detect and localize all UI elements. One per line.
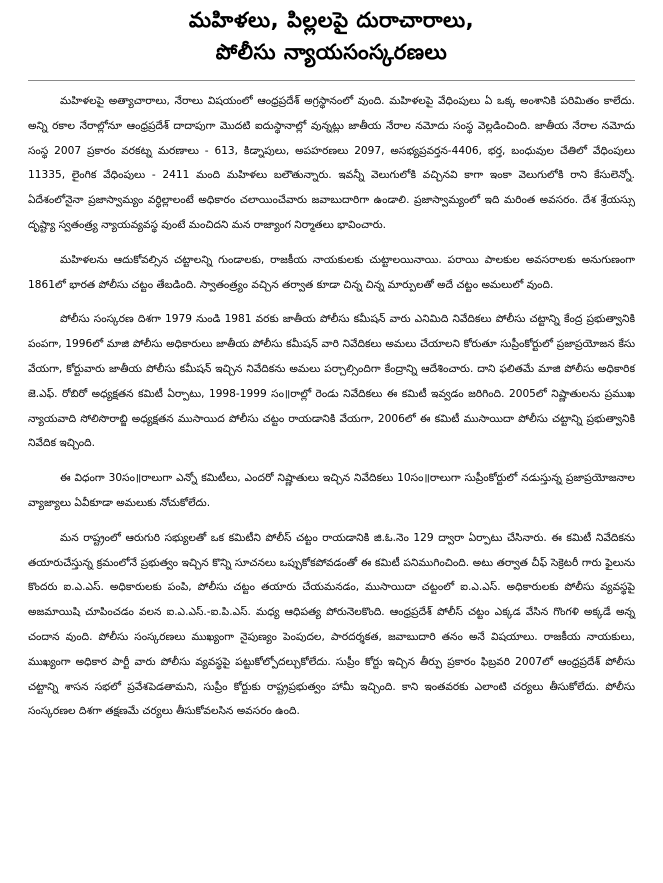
- paragraph: మహిళలను ఆదుకోవల్సిన చట్టాలన్ని గుండాలకు, రాజకీయ నాయకులకు చుట్టాలయినాయి. పరాయి పాలకుల అవసరాలకు అనుగుణంగా 1861లో భారత పోలీసు చట్టం తేబడింది. స్వాతంత్ర్యం వచ్చిన తర్వాత కూడా చిన్న చిన్న మార్పులతో అదే చట్టం అమలులో వుంది.: [28, 253, 635, 291]
- title-line-2: పోలీసు న్యాయసంస్కరణలు: [215, 40, 448, 64]
- title-block: [28, 0, 635, 68]
- paragraph: ఈ విధంగా 30సం॥రాలుగా ఎన్నో కమిటీలు, ఎందరో నిష్ణాతులు ఇచ్చిన నివేదికలు 10సం॥రాలుగా సుప్రీంకోర్టులో నడుస్తున్న ప్రజాప్రయోజనాల వ్యాజ్యాలు ఏవీకూడా అమలుకు నోచుకోలేదు.: [28, 472, 635, 509]
- article-body: [28, 89, 635, 724]
- paragraph: పోలీసు సంస్కరణ దిశగా 1979 నుండి 1981 వరకు జాతీయ పోలీసు కమీషన్ వారు ఎనిమిది నివేదికలు పోలీసు చట్టాన్ని కేంద్ర ప్రభుత్వానికి పంపగా, 1996లో మాజి పోలీసు అధికారులు జాతీయ పోలీసు కమీషన్ వారి నివేదికలు అమలు చేయాలని కోరుతూ సుప్రీంకోర్టులో ప్రజాప్రయోజన కేసు వేయగా, కోర్టువారు జాతీయ పోలీసు కమీషన్ ఇచ్చిన నివేదికను అమలు పర్చాల్సిందిగా కేంద్రాన్ని ఆదేశించారు. దాని ఫలితమే మాజి పోలీసు అధికారిక జె.ఎఫ్. రోబిరో అధ్యక్షతన కమిటీ ఏర్పాటు, 1998-1999 సం॥రాల్లో రెండు నివేదికలు ఈ కమిటీ ఇవ్వడం జరిగింది. 2005లో నిష్ణాతులను ప్రముఖ న్యాయవాది సోలిసొరాబ్జి అధ్యక్షతన ముసాయిద పోలీసు చట్టం రాయడానికి వేయగా, 2006లో ఈ కమిటీ ముసాయిదా పోలీసు చట్టాన్ని ప్రభుత్వానికి నివేదిక ఇచ్చింది.: [28, 313, 635, 450]
- title-line-1: మహిళలు, పిల్లలపై దురాచారాలు,: [188, 8, 475, 32]
- title-divider: [28, 80, 635, 81]
- paragraph: మన రాష్ట్రంలో ఆరుగురి సభ్యులతో ఒక కమిటీని పోలీస్ చట్టం రాయడానికి జి.ఓ.నెం 129 ద్వారా ఏర్పాటు చేసినారు. ఈ కమిటీ నివేదికను తయారుచేస్తున్న క్రమంలోనే ప్రభుత్వం ఇచ్చిన కొన్ని సూచనలు ఒప్పుకోకపోవడంతో ఈ కమిటీ పనిముగించింది. అటు తర్వాత చీఫ్ సెక్రెటరీ గారు ఫైలును కొందరు ఐ.ఎ.ఎస్. అధికారులకు పంపి, పోలీసు చట్టం తయారు చేయమనడం, ముసాయిదా చట్టంలో ఐ.ఎ.ఎస్. అధికారులకు పోలీసు వ్యవస్థపై అజమాయిషి చూపించడం వలన ఐ.ఎ.ఎస్.-ఐ.పి.ఎస్. మధ్య ఆధిపత్య పోరునెలకొంది. ఆంధ్రప్రదేశ్ పోలీస్ చట్టం ఎక్కడ వేసిన గొంగళి అక్కడే అన్న చందాన వుంది. పోలీసు సంస్కరణలు ముఖ్యంగా నైపుణ్యం పెంపుదల, పారదర్శకత, జవాబుదారి తనం అనే విషయాలు. రాజకీయ నాయకులు, ముఖ్యంగా అధికార పార్టీ వారు పోలీసు వ్యవస్థపై పట్టుకోల్పోదల్చుకోలేదు. సుప్రీం కోర్టు ఇచ్చిన తీర్పు ప్రకారం ఫిబ్రవరి 2007లో ఆంధ్రప్రదేశ్ పోలీసు చట్టాన్ని శాసన సభలో ప్రవేశపెడతామని, సుప్రీం కోర్టుకు రాష్ట్రప్రభుత్వం హామీ ఇచ్చింది. కాని ఇంతవరకు ఎలాంటి చర్యలు తీసుకోలేదు. పోలీసు సంస్కరణల దిశగా తక్షణమే చర్యలు తీసుకోవలసిన అవసరం ఉంది.: [28, 531, 635, 718]
- paragraph: మహిళలపై అత్యాచారాలు, నేరాలు విషయంలో ఆంధ్రప్రదేశ్ అగ్రస్థానంలో వుంది. మహిళలపై వేధింపులు ఏ ఒక్క అంశానికి పరిమితం కాలేదు. అన్ని రకాల నేరాల్లోనూ ఆంధ్రప్రదేశ్ దాదాపుగా మొదటి ఐదుస్థానాల్లో వున్నట్లు జాతీయ నేరాల నమోదు సంస్థ వెల్లడించింది. జాతీయ నేరాల నమోదు సంస్థ 2007 ప్రకారం వరకట్న మరణాలు - 613, కిడ్నాపులు, అపహరణలు 2097, అసభ్యప్రవర్తన-4406, భర్త, బంధువుల చేతిలో వేధింపులు 11335, లైంగిక వేధింపులు - 2411 మంది మహిళలు బలౌతున్నారు. ఇవన్నీ వెలుగులోకి వచ్చినవి కాగా ఇంకా వెలుగులోకి రాని కేసులెన్నో. ఏదేశంలోనైనా ప్రజాస్వామ్యం వర్ధిల్లాలంటే అధికారం చలాయించేవారు జవాబుదారిగా ఉండాలి. ప్రజాస్వామ్యంలో ఇది మరింత అవసరం. దేశ శ్రేయస్సు దృష్ట్యా స్వతంత్ర్య న్యాయవ్యవస్థ వుంటే మంచిదని మన రాజ్యాంగ నిర్మాతలు భావించారు.: [28, 95, 635, 231]
